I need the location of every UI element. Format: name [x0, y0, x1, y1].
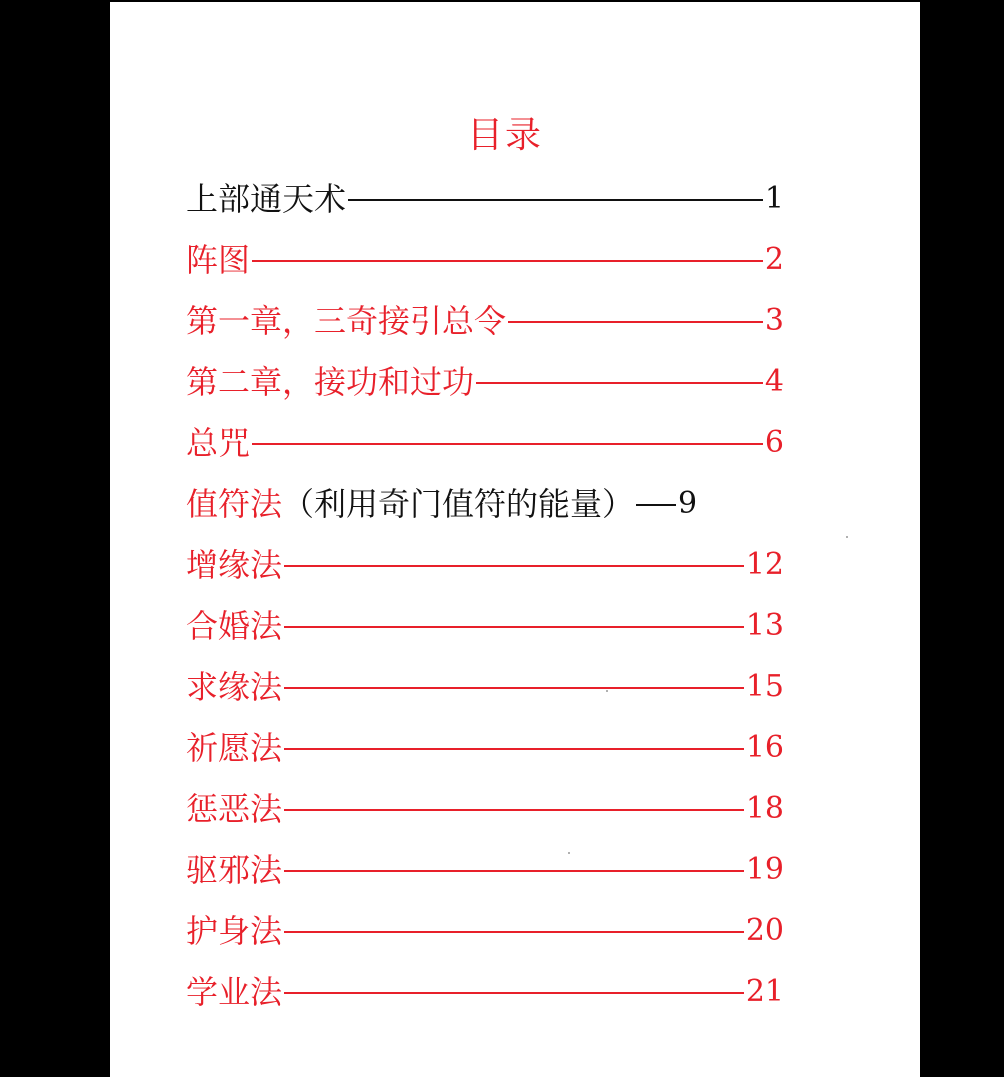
toc-entry[interactable]: [186, 229, 784, 290]
toc-leader: [284, 748, 744, 750]
toc-leader: [252, 443, 763, 445]
toc-entry-label: 总咒: [186, 423, 251, 462]
toc-entry-label: 惩恶法: [186, 789, 283, 828]
document-page: [110, 2, 920, 1077]
toc-leader: [284, 626, 744, 628]
scan-speck: [846, 536, 848, 538]
toc-entry-label: 求缘法: [186, 667, 283, 706]
toc-entry-label: 合婚法: [186, 606, 283, 645]
toc-leader: [252, 260, 763, 262]
toc-entry[interactable]: [186, 717, 784, 778]
toc-entry-label: 第二章，接功和过功: [186, 362, 475, 401]
toc-entry-page: 21: [745, 973, 784, 1009]
toc-entry-page: 18: [745, 790, 784, 826]
toc-entry-label: 阵图: [186, 240, 251, 279]
toc-leader: [284, 687, 744, 689]
scan-speck: [568, 852, 570, 854]
toc-entry-label: 祈愿法: [186, 728, 283, 767]
toc-entry[interactable]: [186, 473, 784, 534]
toc-entry-label: 上部通天术: [186, 179, 347, 218]
toc-entry[interactable]: [186, 839, 784, 900]
toc-entry[interactable]: [186, 595, 784, 656]
toc-title: 目录: [466, 115, 543, 156]
toc-entry-page: 2: [764, 241, 784, 277]
toc-entry-label: 护身法: [186, 911, 283, 950]
toc-entry-label: 增缘法: [186, 545, 283, 584]
toc-leader: [284, 809, 744, 811]
toc-entry-page: 12: [745, 546, 784, 582]
scan-speck: [606, 690, 608, 692]
toc-leader: [284, 565, 744, 567]
toc-entry-page: 6: [764, 424, 784, 460]
toc-leader: [476, 382, 763, 384]
toc-leader: [284, 870, 744, 872]
toc-entry-page: 1: [764, 180, 784, 216]
toc-leader: [284, 931, 744, 933]
toc-leader: [636, 504, 676, 506]
toc-entry[interactable]: [186, 168, 784, 229]
toc-entry-page: 9: [678, 485, 698, 521]
toc-entry[interactable]: [186, 534, 784, 595]
toc-entry[interactable]: [186, 412, 784, 473]
toc-entry-label: 值符法: [186, 484, 283, 523]
toc-entry[interactable]: [186, 290, 784, 351]
toc-entry[interactable]: [186, 900, 784, 961]
toc-entry-page: 19: [745, 851, 784, 887]
toc-entry-page: 16: [745, 729, 784, 765]
toc-entry-page: 4: [764, 363, 784, 399]
toc-entry[interactable]: [186, 961, 784, 1022]
toc-entry-label: 驱邪法: [186, 850, 283, 889]
toc-entry-page: 3: [764, 302, 784, 338]
toc-leader: [508, 321, 763, 323]
toc-leader: [348, 199, 763, 201]
toc-entry-label: 学业法: [186, 972, 283, 1011]
toc-entry-page: 15: [745, 668, 784, 704]
toc-entry-label: 第一章，三奇接引总令: [186, 301, 507, 340]
toc-entry-sublabel: （利用奇门值符的能量）: [282, 484, 635, 523]
toc-entry[interactable]: [186, 351, 784, 412]
toc-list: [186, 168, 784, 1022]
toc-leader: [284, 992, 744, 994]
toc-entry-page: 13: [745, 607, 784, 643]
toc-entry[interactable]: [186, 778, 784, 839]
toc-entry[interactable]: [186, 656, 784, 717]
toc-entry-page: 20: [745, 912, 784, 948]
